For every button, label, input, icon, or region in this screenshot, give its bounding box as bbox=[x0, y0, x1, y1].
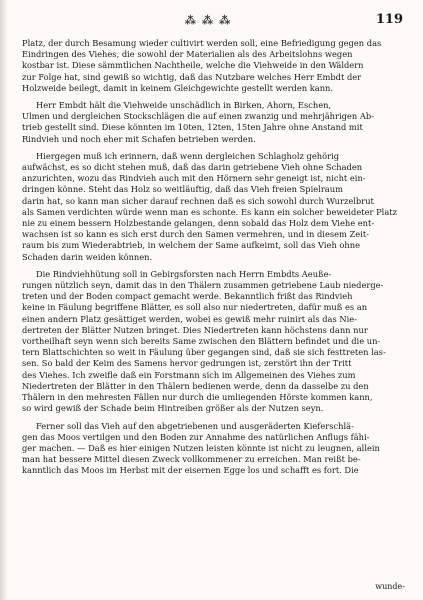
text-line: dringen könne. Steht das Holz so weitläuftig, daß das Vieh freien Spielraum bbox=[22, 184, 343, 195]
body-text bbox=[22, 38, 404, 483]
text-line: Holzweide beilegt, damit in keinem Gleichgewichte gestellt werden kann. bbox=[22, 82, 334, 93]
paragraph bbox=[22, 38, 404, 94]
text-line: aufwächst, es so dicht stehen muß, daß das darin getriebene Vieh ohne Schaden bbox=[22, 162, 363, 173]
text-line: dertreten der Blätter Nutzen bringet. Dies Niedertreten kann höchstens dann nur bbox=[22, 324, 368, 335]
text-line: Ferner soll das Vieh auf den abgetriebenen und ausgeräderten Kieferschlä- bbox=[36, 420, 354, 431]
text-line: trieb gestellt sind. Diese könnten im 10ten, 12ten, 15ten Jahre ohne Anstand mit bbox=[22, 122, 363, 133]
header-ornament: ⁂ ⁂ ⁂ bbox=[184, 14, 232, 27]
text-line: kanntlich das Moos im Herbst mit der eisernen Egge los und schafft es fort. Die bbox=[22, 465, 359, 476]
text-line: als Samen verdichten würde wenn man es schonte. Es kann ein solcher beweideter Platz bbox=[22, 206, 397, 217]
paragraph bbox=[22, 100, 404, 145]
text-line: Niedertreten der Blätter in den Thälern bedienen werde, denn da dasselbe zu den bbox=[22, 380, 369, 391]
binding-shadow bbox=[0, 0, 8, 600]
text-line: keine in Fäulung begriffene Blätter, es soll also nur niedertreten, dafür muß es an bbox=[22, 302, 368, 313]
text-line: Eindringen des Viehes, die sowohl der Materialien als des Arbeitslohns wegen bbox=[22, 49, 353, 60]
text-line: nie zu einem bessern Holzbestande gelangen, denn sobald das Holz dem Viehe ent- bbox=[22, 218, 375, 229]
text-line: darin hat, so kann man sicher darauf rechnen daß es sich sowohl durch Wurzelbrut bbox=[22, 195, 374, 206]
text-line: anzurichten, wozu das Rindvieh auch mit den Hörnern sehr geneigt ist, nicht ein- bbox=[22, 173, 366, 184]
page-header bbox=[58, 10, 403, 36]
text-line: kostbar ist. Diese sämmtlichen Nachtheile, welche die Viehweide in den Wäldern bbox=[22, 60, 364, 71]
text-line: Rindvieh und noch eher mit Schafen betrieben werden. bbox=[22, 133, 256, 144]
text-line: rungen nützlich seyn, damit das in den Thälern zusammen getriebene Laub niederge- bbox=[22, 280, 384, 291]
text-line: tern Blattschichten so weit in Fäulung über gegangen sind, daß sie sich festtreten las- bbox=[22, 347, 386, 358]
text-line: sen. So bald der Keim des Samens hervor gedrungen ist, zerstört ihn der Tritt bbox=[22, 358, 352, 369]
catch-word: wunde- bbox=[375, 582, 405, 591]
text-line: Platz, der durch Besamung wieder cultivirt werden soll, eine Befriedigung gegen das bbox=[22, 38, 382, 48]
text-line: Ulmen und dergleichen Stockschlägen die auf einen zwanzig und mehrjährigen Ab- bbox=[22, 111, 374, 122]
text-line: Hiergegen muß ich erinnern, daß wenn dergleichen Schlagholz gehörig bbox=[36, 150, 340, 161]
page-number: 119 bbox=[375, 12, 403, 27]
paragraph bbox=[22, 421, 404, 477]
text-line: treten und der Boden compact gemacht werde. Bekanntlich frißt das Rindvieh bbox=[22, 291, 353, 302]
text-line: man hat bessere Mittel diesen Zweck vollkommener zu erreichen. Man reißt be- bbox=[22, 454, 361, 465]
text-line: Thälern in den mehresten Fällen nur durch die umliegenden Hörste kommen kann, bbox=[22, 392, 373, 403]
text-line: so wird gewiß der Schade beim Hintreiben größer als der Nutzen seyn. bbox=[22, 403, 324, 414]
text-line: Die Rindviehhütung soll in Gebirgsforsten nach Herrn Embdts Aeuße- bbox=[36, 268, 332, 279]
paragraph bbox=[22, 269, 404, 415]
text-line: Schaden darin weiden können. bbox=[22, 251, 153, 262]
text-line: ger machen. — Daß es hier einigen Nutzen leisten könnte ist nicht zu leugnen, allein bbox=[22, 442, 380, 453]
paragraph bbox=[22, 151, 404, 263]
text-line: vortheilhaft seyn wenn sich bereits Same zwischen den Blättern befindet und die un- bbox=[22, 336, 381, 347]
text-line: zur Folge hat, sind gewiß so wichtig, daß das Nutzbare welches Herr Embdt der bbox=[22, 71, 362, 82]
text-line: des Viehes. Ich zweifle daß ein Forstmann sich im Allgemeinen des Viehes zum bbox=[22, 369, 356, 380]
text-line: wachsen ist so kann es sich erst durch den Samen vermehren, und in diesem Zeit- bbox=[22, 229, 370, 240]
text-line: raum bis zum Wiederabtrieb, in welchem der Same aufkeimt, soll das Vieh ohne bbox=[22, 240, 361, 251]
text-line: gen das Moos vertilgen und den Boden zur Annahme des natürlichen Anflugs fähi- bbox=[22, 431, 370, 442]
text-line: einen andern Platz gesättiget werden, wobei es gewiß mehr ruinirt als das Nie- bbox=[22, 313, 358, 324]
text-line: Herr Embdt hält die Viehweide unschädlich in Birken, Ahorn, Eschen, bbox=[36, 100, 332, 111]
